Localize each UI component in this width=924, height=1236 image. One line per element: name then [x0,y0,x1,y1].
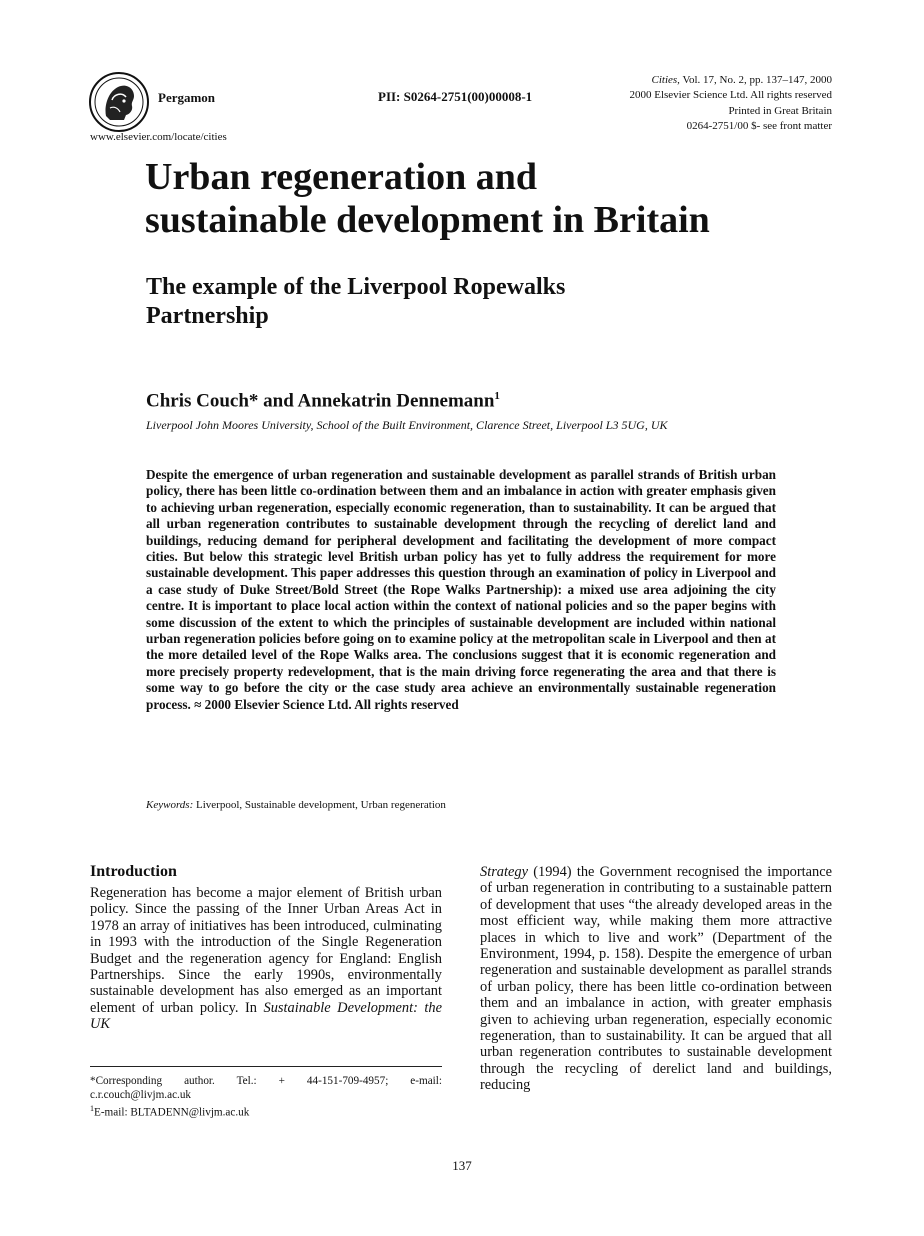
authors-text: Chris Couch* and Annekatrin Dennemann [146,390,495,412]
article-subtitle [146,273,746,331]
footnote-divider [90,1066,442,1067]
footnotes [90,1075,442,1121]
intro-left-italic: Sustainable Development: the UK [90,999,442,1033]
journal-name: Cities, [651,74,680,86]
issn-line: 0264-2751/00 $- see front matter [686,120,832,133]
footnote-marker: 1 [90,1104,94,1114]
keywords-list: Liverpool, Sustainable development, Urban regeneration [193,799,446,811]
author-list [146,390,500,412]
footnote-corresponding-author: *Corresponding author. Tel.: + 44-151-709-4957; e-mail: c.r.couch@livjm.ac.uk [90,1075,442,1101]
article-title [145,156,825,242]
subtitle-line-1: The example of the Liverpool Ropewalks [146,274,566,300]
journal-citation [629,73,832,88]
subtitle-line-2: Partnership [146,303,269,329]
printed-line: Printed in Great Britain [728,104,832,117]
introduction-paragraph [90,885,442,1033]
abstract: Despite the emergence of urban regeneration and sustainable development as parallel strands of British urban policy, there has been little co-ordination between them and an imbalance in action with greater emphasis given to achieving urban regeneration, especially economic regeneration, than to sustainability. It can be argued that all urban regeneration contributes to sustainable development through the recycling of derelict land and buildings, reducing demand for peripheral development and facilitating the development of more compact cities. But below this strategic level British urban policy has yet to fully address the requirement for more sustainable development. This paper addresses this question through an examination of policy in Liverpool and a case study of Duke Street/Bold Street (the Rope Walks Partnership): a mixed use area adjoining the city centre. It is important to place local action within the context of national policies and so the paper begins with some discussion of the extent to which the principles of sustainable development are included within national urban regeneration policies before going on to examine policy at the metropolitan scale in Liverpool and then at the more detailed level of the Rope Walks area. The conclusions suggest that it is economic regeneration and more precisely property redevelopment, that is the main driving force regenerating the area and that there is some way to go before the city or the case study area achieve an environmentally sustainable regeneration process. ≈ 2000 Elsevier Science Ltd. All rights reserved [146,467,776,712]
author-affiliation: Liverpool John Moores University, School of the Built Environment, Clarence Street, Liverpool L3 5UG, UK [146,418,668,432]
right-column [480,864,832,1094]
publisher-name: Pergamon [158,90,216,105]
footnote-email [90,1102,442,1120]
journal-volume: Vol. 17, No. 2, pp. 137–147, 2000 [679,74,832,86]
footnote-email-text: E-mail: BLTADENN@livjm.ac.uk [94,1106,250,1119]
keywords [146,799,446,811]
journal-citation-block [629,73,832,135]
left-column [90,863,442,1033]
intro-right-text: (1994) the Government recognised the importance of urban regeneration in contributing to a sustainable pattern of development that uses “the already developed areas in the most efficient way, while making them more attractive places in which to live and work” (Department of the Environment, 1994, p. 158). Despite the emergence of urban regeneration and sustainable development as parallel strands of urban policy, there has been little co-ordination between them and an imbalance in action, with greater emphasis given to achieving urban regeneration, especially economic regeneration, than to sustainability. It can be argued that all urban regeneration contributes to sustainable development through the recycling of derelict land and buildings, reducing [480,864,832,1094]
author-footnote-marker: 1 [494,390,500,402]
journal-url-link[interactable]: www.elsevier.com/locate/cities [90,131,227,143]
page-number: 137 [452,1158,472,1173]
section-heading-introduction: Introduction [90,863,177,880]
title-line-1: Urban regeneration and [145,156,537,198]
keywords-label: Keywords: [146,799,194,811]
intro-right-italic: Strategy [480,864,528,880]
title-line-2: sustainable development in Britain [145,199,710,241]
pii-code: PII: S0264-2751(00)00008-1 [378,89,533,104]
copyright-line: 2000 Elsevier Science Ltd. All rights reserved [629,89,832,102]
introduction-continued-paragraph [480,864,832,1094]
pergamon-logo-icon [88,70,150,134]
intro-left-text: Regeneration has become a major element of British urban policy. Since the passing of the Inner Urban Areas Act in 1978 an array of initiatives has been introduced, culminating in 1993 with the introduction of the Single Regeneration Budget and the regeneration agency for England: English Partnerships. Since the early 1990s, environmentally sustainable development has also emerged as an important element of urban policy. In [90,885,442,1016]
